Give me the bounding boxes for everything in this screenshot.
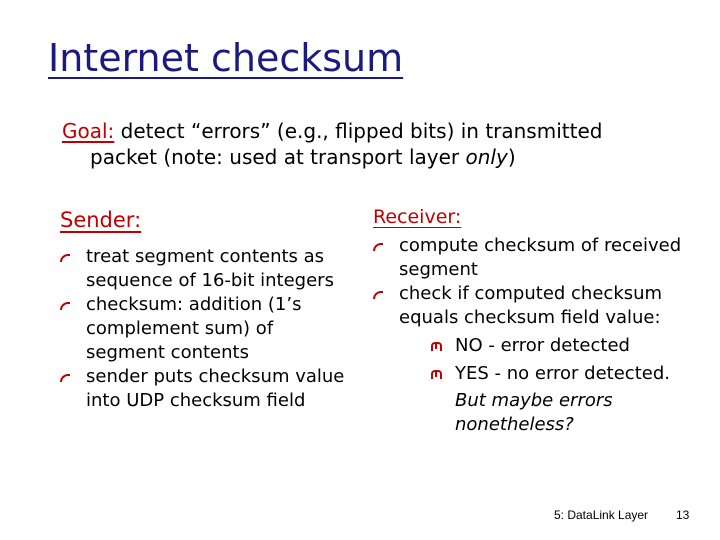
receiver-note-line2: nonetheless? <box>455 414 574 435</box>
sender-item <box>60 293 350 365</box>
goal-text-line2 <box>62 144 702 170</box>
sender-item <box>60 365 350 413</box>
receiver-heading: Receiver: <box>373 206 462 228</box>
goal-statement <box>62 118 702 170</box>
receiver-subitem <box>431 332 683 360</box>
goal-text-line2-end: ) <box>507 145 516 169</box>
bullet-icon <box>60 302 70 310</box>
goal-text-line1: detect “errors” (e.g., flipped bits) in transmitted <box>114 119 603 143</box>
sender-heading: Sender: <box>60 208 142 232</box>
sender-item-text: sender puts checksum value into UDP checksum field <box>86 366 345 411</box>
sub-bullet-icon <box>431 342 442 351</box>
receiver-item-text: compute checksum of received segment <box>399 235 682 280</box>
sender-item <box>60 245 350 293</box>
bullet-icon <box>373 291 383 299</box>
slide-number: 13 <box>676 508 690 522</box>
receiver-item <box>373 234 683 282</box>
sender-item-text: treat segment contents as sequence of 16-bit integers <box>86 246 334 291</box>
receiver-item-text: check if computed checksum equals checksum field value: <box>399 283 663 328</box>
goal-text-line2-start: packet (note: used at transport layer <box>90 145 466 169</box>
sender-list <box>60 245 350 413</box>
receiver-note-line1: But maybe errors <box>455 390 613 411</box>
bullet-icon <box>60 254 70 262</box>
goal-label: Goal: <box>62 119 115 143</box>
receiver-subitem-text: YES - no error detected. <box>455 363 670 384</box>
receiver-item <box>373 282 683 437</box>
bullet-icon <box>373 243 383 251</box>
footer-chapter: 5: DataLink Layer <box>554 508 649 522</box>
goal-emphasis: only <box>465 145 508 169</box>
bullet-icon <box>60 374 70 382</box>
receiver-subitem <box>431 360 683 388</box>
receiver-sublist <box>399 332 683 388</box>
receiver-subitem-text: NO - error detected <box>455 335 630 356</box>
sender-item-text: checksum: addition (1’s complement sum) of segment contents <box>86 294 302 363</box>
receiver-list <box>373 234 683 437</box>
sub-bullet-icon <box>431 370 442 379</box>
slide-title: Internet checksum <box>48 36 404 80</box>
